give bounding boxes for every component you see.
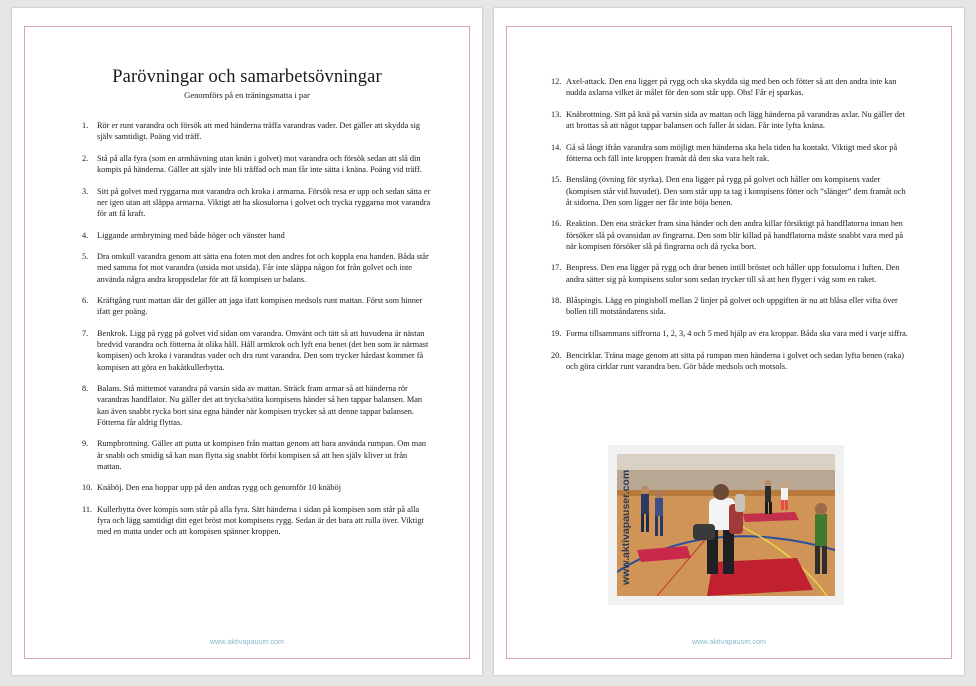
item-text: Reaktion. Den ena sträcker fram sina händer och den andra killar försiktigt på handflatorna innan hen försöker slå på ovansidan av fingrarna. Den som blir killad på handflatorna måste snabbt vara med på när kompisen försöker slå på fingrarna och då rycka bort. xyxy=(566,219,904,251)
list-item xyxy=(82,504,432,538)
page-title: Parövningar och samarbetsövningar xyxy=(112,67,382,87)
list-item xyxy=(82,328,432,373)
item-text: Bensläng (övning för styrka). Den ena ligger på rygg på golvet och håller om kompisens vader (kompisen står vid huvudet). Den som står upp ta tag i kompisens fötter och ”slänger” dem framåt och åt sidorna. Den som ligger ner får inte böja benen. xyxy=(566,175,906,207)
item-number: 19. xyxy=(551,328,562,338)
item-text: Kräftgång runt mattan där det gäller att jaga ifatt kompisen medsols runt mattan. Först som hinner ifatt ger poäng. xyxy=(97,296,423,317)
item-number: 13. xyxy=(551,109,562,119)
item-text: Sitt på golvet med ryggarna mot varandra och kroka i armarna. Försök resa er upp och sedan sätta er ner igen utan att släppa armarna. Viktigt att ha skosulorna i golvet och trycka ryggarna mot varandra för att få kraft. xyxy=(97,186,431,218)
item-number: 16. xyxy=(551,219,562,229)
item-number: 18. xyxy=(551,296,562,306)
footer-url: www.aktivapauser.com xyxy=(209,637,285,646)
item-number: 3. xyxy=(82,186,89,196)
list-item xyxy=(82,251,432,285)
list-item xyxy=(551,109,913,131)
item-number: 8. xyxy=(82,384,89,394)
item-text: Knäböj. Den ena hoppar upp på den andras rygg och genomför 10 knäböj xyxy=(97,483,341,493)
item-text: Benkrok. Ligg på rygg på golvet vid sidan om varandra. Omvänt och tätt så att huvudena är nästan bredvid varandra och fötterna åt olika håll. Håll armkrok och lyft ena benet (det ben som är närmast kompisen) och kroka i varandras vader och dra runt varandra. Den som trycker hårdast kommer få kompisen att göra en bakåtkullerbytta. xyxy=(97,328,429,372)
item-text: Rumpbrottning. Gäller att putta ut kompisen från mattan genom att bara använda rumpan. Om man är snabb och smidig så kan man flytta sig snabbt förbi kompisen så att hen själv kliver ut från mattan. xyxy=(97,439,427,471)
item-number: 17. xyxy=(551,263,562,273)
footer-url: www.aktivapauser.com xyxy=(691,637,767,646)
exercise-list xyxy=(82,120,432,548)
item-number: 15. xyxy=(551,175,562,185)
list-item xyxy=(551,76,913,98)
item-text: Forma tillsammans siffrorna 1, 2, 3, 4 och 5 med hjälp av era kroppar. Båda ska vara med i varje siffra. xyxy=(566,328,908,338)
list-item xyxy=(82,295,432,317)
item-text: Axel-attack. Den ena ligger på rygg och ska skydda sig med ben och fötter så att den andra inte kan nudda axlarna vilket är målet för den som står upp. Obs! Får ej sparkas. xyxy=(566,77,897,98)
item-number: 11. xyxy=(82,504,93,514)
item-text: Balans. Stå mittemot varandra på varsin sida av mattan. Sträck fram armar så att händerna rör varandras handflator. Nu gäller det att trycka/stöta kompisens händer så hen tappar balansen. Man kan även snabbt rycka bort sina egna händer när kompisen trycker så att denne tappar balansen. Fötterna får aldrig flyttas. xyxy=(97,384,423,427)
list-item xyxy=(551,142,913,164)
item-number: 10. xyxy=(82,483,93,493)
item-text: Stå på alla fyra (som en armhävning utan knän i golvet) mot varandra och försök sedan att slå din kompis på händerna. Gäller att själv inte bli träffad och man får inte sätta i knäna. Poäng vid träff. xyxy=(97,153,422,174)
item-text: Gå så långt ifrån varandra som möjligt men händerna ska hela tiden ha kontakt. Viktigt med skor på fötterna och fäll inte kroppen framåt då den ska vara helt rak. xyxy=(566,142,898,163)
item-number: 1. xyxy=(82,121,89,130)
item-number: 20. xyxy=(551,350,562,360)
list-item xyxy=(82,230,432,241)
list-item xyxy=(551,262,913,284)
list-item xyxy=(551,174,913,208)
item-number: 6. xyxy=(82,296,89,306)
item-number: 4. xyxy=(82,230,89,240)
list-item xyxy=(551,350,913,372)
gym-photo-illustration xyxy=(617,454,835,596)
document-page-1 xyxy=(12,8,482,675)
item-text: Knäbrottning. Sitt på knä på varsin sida av mattan och lägg händerna på varandras axlar. Nu gäller det att brottas så att något tappar balansen och faller åt sidan. Får inte lyfta knäna. xyxy=(566,109,905,130)
item-text: Liggande armbrytning med både höger och vänster hand xyxy=(97,230,285,240)
item-number: 9. xyxy=(82,439,89,449)
document-page-2 xyxy=(494,8,964,675)
exercise-list xyxy=(551,76,913,382)
page-subtitle: Genomförs på en träningsmatta i par xyxy=(184,90,310,100)
item-number: 7. xyxy=(82,328,89,338)
item-number: 2. xyxy=(82,153,89,163)
item-text: Bencirklar. Träna mage genom att sitta på rumpan men händerna i golvet och sedan lyfta benen (raka) och göra cirklar runt varandra ben. Gör både medsols och motsols. xyxy=(566,350,904,371)
list-item xyxy=(82,120,432,142)
item-number: 12. xyxy=(551,77,562,86)
item-text: Benpress. Den ena ligger på rygg och drar benen intill bröstet och håller upp fotsulorna i luften. Den andra sätter sig på kompisens sulor som sedan trycker till så att hen flyger i väg som en raket. xyxy=(566,263,900,284)
list-item xyxy=(82,438,432,472)
list-item xyxy=(551,295,913,317)
list-item xyxy=(551,218,913,252)
item-number: 5. xyxy=(82,252,89,262)
item-text: Blåspingis. Lägg en pingisboll mellan 2 linjer på golvet och uppgiften är nu att blåsa eller vifta över bollen till motståndarens sida. xyxy=(566,296,898,317)
item-text: Rör er runt varandra och försök att med händerna träffa varandras vader. Det gäller att skydda sig själv samtidigt. Poäng vid träff. xyxy=(97,121,421,142)
item-number: 14. xyxy=(551,142,562,152)
list-item xyxy=(82,153,432,175)
photo-watermark: www.aktivapauser.com xyxy=(620,469,632,585)
item-text: Kullerbytta över kompis som står på alla fyra. Sätt händerna i sidan på kompisen som står på alla fyra och lägg samtidigt ditt eget bröst mot kompisens rygg. Sedan är det bara att rulla över. Viktigt med en matta under och att kompisen spänner kroppen. xyxy=(97,504,424,537)
exercise-photo xyxy=(608,445,844,605)
list-item xyxy=(82,482,432,493)
item-text: Dra omkull varandra genom att sätta ena foten mot den andres fot och koppla ena handen. Båda står med samma fot mot varandra (utsida mot utsida). Får inte släppa någon fot från golvet och inte använda några andra kroppsdelar för att få kompisen ur balans. xyxy=(97,252,429,284)
list-item xyxy=(551,328,913,339)
list-item xyxy=(82,186,432,220)
list-item xyxy=(82,383,432,428)
